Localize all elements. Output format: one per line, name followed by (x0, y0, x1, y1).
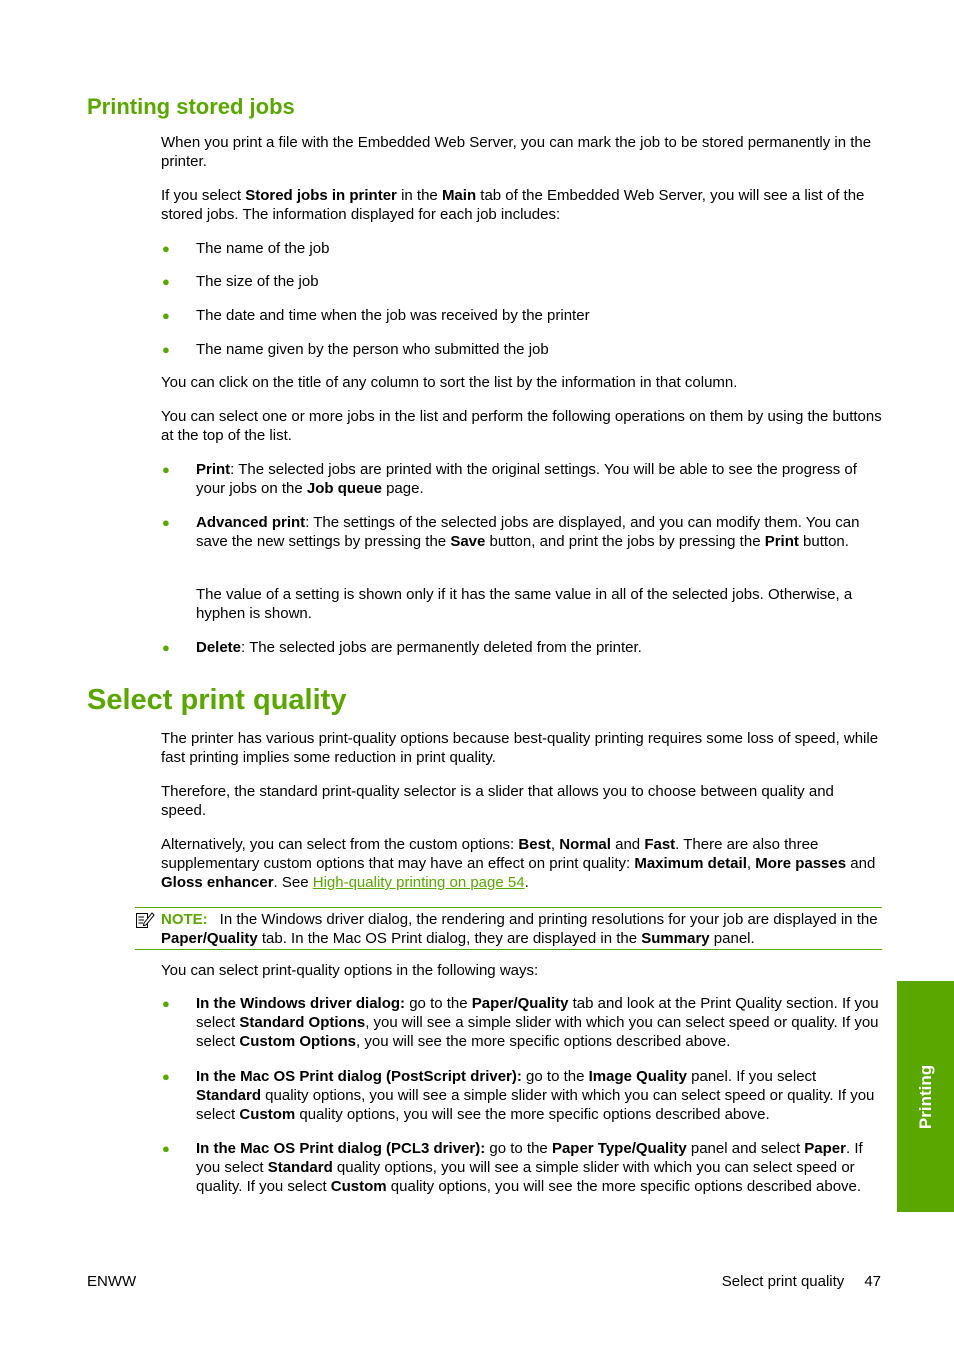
bullet-dot-icon: ● (162, 274, 170, 289)
list-item: ● The name of the job (162, 240, 330, 257)
section-paragraph-1: When you print a file with the Embedded Web Server, you can mark the job to be stored permanently in the printer. (161, 134, 872, 170)
operation-delete: ● Delete: The selected jobs are permanently deleted from the printer. (162, 639, 642, 656)
footer-section-title: Select print quality (721, 1273, 845, 1290)
chapter-paragraph-1: The printer has various print-quality options because best-quality printing requires some loss of speed, while fast printing implies some reduction in print quality. (161, 730, 879, 766)
bullet-dot-icon: ● (162, 996, 170, 1011)
operation-print: ● Print: The selected jobs are printed with the original settings. You will be able to see the progress of your jobs on the Job queue page. (162, 461, 857, 497)
section-paragraph-3: You can click on the title of any column to sort the list by the information in that column. (161, 374, 738, 391)
way-windows-driver: ● In the Windows driver dialog: go to the Paper/Quality tab and look at the Print Quality section. If you select Standard Options, you will see a simple slider with which you can select speed or quality. If you select Custom Options, you will see the more specific options described above. (162, 995, 879, 1050)
bullet-dot-icon: ● (162, 462, 170, 477)
list-item: ● The name given by the person who submitted the job (162, 341, 549, 358)
note-box (135, 907, 882, 950)
bullet-dot-icon: ● (162, 1069, 170, 1084)
bullet-dot-icon: ● (162, 342, 170, 357)
bullet-dot-icon: ● (162, 241, 170, 256)
high-quality-printing-link[interactable]: High-quality printing on page 54 (312, 874, 525, 891)
chapter-paragraph-2: Therefore, the standard print-quality selector is a slider that allows you to choose between quality and speed. (161, 783, 834, 819)
operation-advanced-print: ● Advanced print: The settings of the selected jobs are displayed, and you can modify them. You can save the new settings by pressing the Save button, and print the jobs by pressing the Print button. (162, 514, 860, 550)
advanced-print-note: The value of a setting is shown only if it has the same value in all of the selected jobs. Otherwise, a hyphen is shown. (196, 586, 853, 622)
bullet-dot-icon: ● (162, 515, 170, 530)
footer-left: ENWW (87, 1273, 137, 1290)
list-item: ● The size of the job (162, 273, 319, 290)
note-pencil-icon (135, 910, 155, 929)
chapter-side-tab (897, 981, 954, 1212)
note-text: NOTE: In the Windows driver dialog, the rendering and printing resolutions for your job are displayed in the Paper/Quality tab. In the Mac OS Print dialog, they are displayed in the Summary panel. (161, 911, 878, 947)
chapter-title: Select print quality (87, 684, 347, 716)
footer-right (722, 1272, 881, 1291)
section-paragraph-4: You can select one or more jobs in the list and perform the following operations on them by using the buttons at the top of the list. (161, 408, 882, 444)
side-tab-label: Printing (915, 1064, 935, 1129)
section-paragraph-2: If you select Stored jobs in printer in the Main tab of the Embedded Web Server, you will see a list of the stored jobs. The information displayed for each job includes: (161, 187, 865, 223)
bullet-dot-icon: ● (162, 640, 170, 655)
chapter-paragraph-3: Alternatively, you can select from the custom options: Best, Normal and Fast. There are also three supplementary custom options that may have an effect on print quality: Maximum detail, More passes and Gloss enhancer. See High-quality printing on page 54. (161, 836, 876, 891)
bullet-dot-icon: ● (162, 1141, 170, 1156)
note-label: NOTE: (161, 911, 208, 928)
bullet-dot-icon: ● (162, 308, 170, 323)
section-title: Printing stored jobs (87, 94, 295, 119)
way-mac-pcl3: ● In the Mac OS Print dialog (PCL3 driver): go to the Paper Type/Quality panel and select Paper. If you select Standard quality options, you will see a simple slider with which you can select speed or quality. If you select Custom quality options, you will see the more specific options described above. (162, 1140, 863, 1195)
page-number: 47 (864, 1273, 881, 1290)
chapter-paragraph-4: You can select print-quality options in the following ways: (161, 962, 539, 979)
way-mac-postscript: ● In the Mac OS Print dialog (PostScript driver): go to the Image Quality panel. If you select Standard quality options, you will see a simple slider with which you can select speed or quality. If you select Custom quality options, you will see the more specific options described above. (162, 1068, 875, 1123)
list-item: ● The date and time when the job was received by the printer (162, 307, 590, 324)
